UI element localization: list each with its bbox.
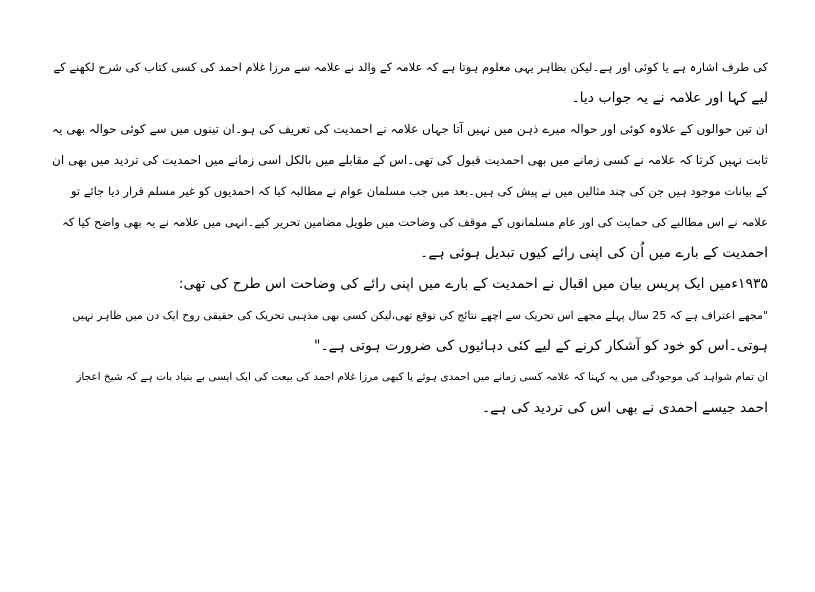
text-line-1: کی طرف اشارہ ہے یا کوئی اور ہے۔لیکن بظاہر یہی معلوم ہوتا ہے کہ علامہ کے والد نے علامہ سے مرزا غلام احمد کی کسی کتاب کی شرح لکھنے کے (53, 60, 768, 74)
text-line-6: علامہ نے اس مطالبے کی حمایت کی اور عام مسلمانوں کے موقف کی وضاحت میں طویل مضامین تحریر کیے۔انہی میں علامہ نے یہ بھی واضح کیا کہ (62, 215, 768, 229)
text-line-8: ۱۹۳۵ءمیں ایک پریس بیان میں اقبال نے احمدیت کے بارے میں اپنی رائے کی وضاحت اس طرح کی تھی: (178, 276, 768, 292)
text-line-3: ان تین حوالوں کے علاوہ کوئی اور حوالہ میرے ذہن میں نہیں آتا جہاں علامہ نے احمدیت کی تعریف کی ہو۔ان تینوں میں سے کوئی حوالہ بھی یہ (52, 122, 768, 136)
text-line-4: ثابت نہیں کرتا کہ علامہ نے کسی زمانے میں بھی احمدیت قبول کی تھی۔اس کے مقابلے میں بالکل اسی زمانے میں احمدیت کی تردید میں بھی ان (52, 153, 768, 167)
text-line-10: احمد جیسے احمدی نے بھی اس کی تردید کی ہے۔ (481, 400, 768, 416)
document-body (48, 52, 768, 424)
text-line-2: لیے کہا اور علامہ نے یہ جواب دیا۔ (571, 90, 768, 106)
text-line-5: کے بیانات موجود ہیں جن کی چند مثالیں میں نے پیش کی ہیں۔بعد میں جب مسلمان عوام نے مطالبہ کیا کہ احمدیوں کو غیر مسلم قرار دیا جائے تو (70, 184, 768, 198)
text-line-9: ان تمام شواہد کی موجودگی میں یہ کہنا کہ علامہ کسی زمانے میں احمدی ہوئے یا کبھی مرزا غلام احمد کی بیعت کی ایک ایسی بے بنیاد بات ہے کہ شیخ اعجاز (76, 371, 768, 383)
text-line-7: احمدیت کے بارے میں اُن کی اپنی رائے کیوں تبدیل ہوئی ہے۔ (420, 245, 768, 261)
quote-line-2: ہوتی۔اس کو خود کو آشکار کرنے کے لیے کئی دہائیوں کی ضرورت ہوتی ہے۔" (314, 338, 768, 354)
quote-line-1: "مجھے اعتراف ہے کہ 25 سال پہلے مجھے اس تحریک سے اچھے نتائج کی توقع تھی،لیکن کسی بھی مذہبی تحریک کی حقیقی روح ایک دن میں ظاہر نہیں (72, 309, 768, 322)
